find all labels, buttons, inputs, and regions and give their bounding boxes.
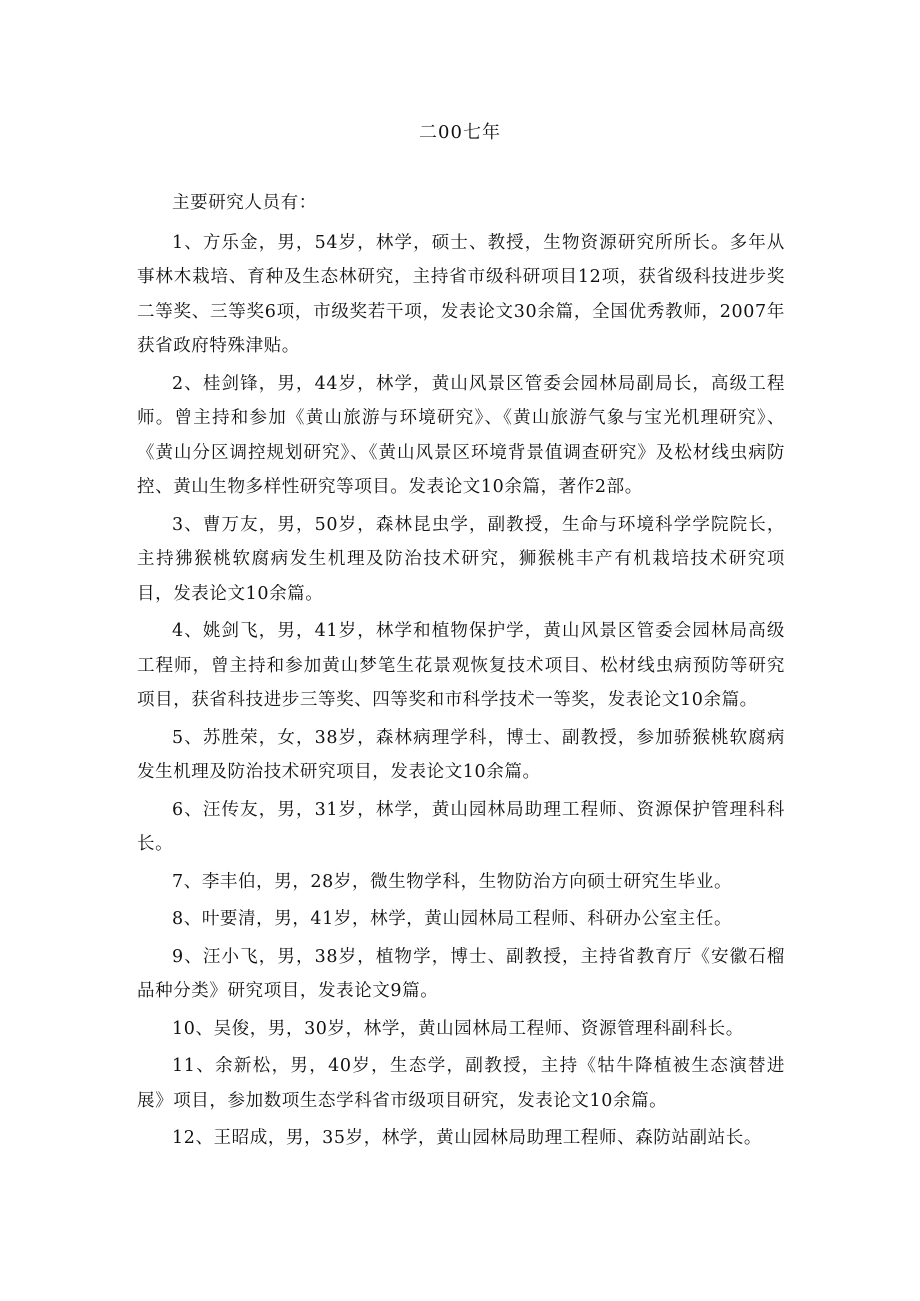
intro-paragraph: 主要研究人员有： (172, 193, 317, 213)
researcher-paragraph: 6、汪传友，男，31岁，林学，黄山园林局助理工程师、资源保护管理科科长。 (137, 799, 785, 854)
researcher-paragraph: 4、姚剑飞，男，41岁，林学和植物保护学，黄山风景区管委会园林局高级工程师，曾主持和参加黄山梦笔生花景观恢复技术项目、松材线虫病预防等研究项目，获省科技进步三等奖、四等奖和市科学技术一等奖，发表论文10余篇。 (137, 621, 785, 710)
researcher-paragraph: 5、苏胜荣，女，38岁，森林病理学科，博士、副教授，参加骄猴桃软腐病发生机理及防治技术研究项目，发表论文10余篇。 (137, 727, 785, 782)
researcher-paragraph: 1、方乐金，男，54岁，林学，硕士、教授，生物资源研究所所长。多年从事林木栽培、育种及生态林研究，主持省市级科研项目12项，获省级科技进步奖二等奖、三等奖6项，市级奖若干项，发表论文30余篇，全国优秀教师，2007年获省政府特殊津贴。 (137, 232, 785, 356)
researcher-paragraph: 11、余新松，男，40岁，生态学，副教授，主持《牯牛降植被生态演替进展》项目，参加数项生态学科省市级项目研究，发表论文10余篇。 (137, 1056, 785, 1111)
researcher-paragraph: 8、叶要清，男，41岁，林学，黄山园林局工程师、科研办公室主任。 (172, 909, 733, 929)
researcher-paragraph: 12、王昭成，男，35岁，林学，黄山园林局助理工程师、森防站副站长。 (172, 1128, 762, 1148)
year-title: 二00七年 (419, 122, 501, 143)
researcher-paragraph: 2、桂剑锋，男，44岁，林学，黄山风景区管委会园林局副局长，高级工程师。曾主持和参加《黄山旅游与环境研究》、《黄山旅游气象与宝光机理研究》、《黄山分区调控规划研究》、《黄山风景区环境背景值调查研究》及松材线虫病防控、黄山生物多样性研究等项目。发表论文10余篇，著作2部。 (137, 373, 785, 497)
researcher-paragraph: 9、汪小飞，男，38岁，植物学，博士、副教授，主持省教育厅《安徽石榴品种分类》研究项目，发表论文9篇。 (137, 946, 785, 1001)
researcher-paragraph: 10、吴俊，男，30岁，林学，黄山园林局工程师、资源管理科副科长。 (172, 1018, 744, 1039)
researcher-paragraph: 3、曹万友，男，50岁，森林昆虫学，副教授，生命与环境科学学院院长，主持狒猴桃软腐病发生机理及防治技术研究，狮猴桃丰产有机栽培技术研究项目，发表论文10余篇。 (137, 514, 785, 604)
researcher-paragraph: 7、李丰伯，男，28岁，微生物学科，生物防治方向硕士研究生毕业。 (172, 871, 733, 892)
document-body (137, 186, 785, 1159)
